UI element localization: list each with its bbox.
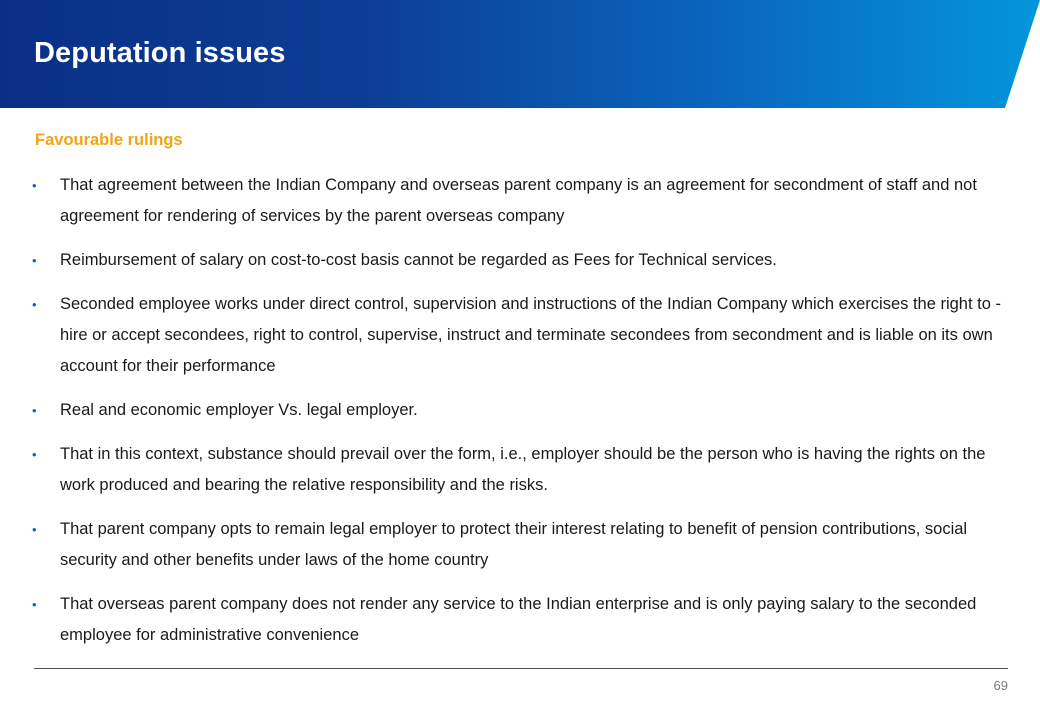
bullet-list bbox=[0, 170, 1040, 664]
bullet-dot-icon: • bbox=[32, 522, 37, 537]
slide-title: Deputation issues bbox=[34, 37, 286, 69]
bullet-item bbox=[0, 170, 1040, 232]
bullet-item bbox=[0, 439, 1040, 501]
bullet-item bbox=[0, 245, 1040, 276]
page-number: 69 bbox=[993, 678, 1008, 693]
bullet-item bbox=[0, 514, 1040, 576]
bullet-dot-icon: • bbox=[32, 403, 37, 418]
bullet-dot-icon: • bbox=[32, 447, 37, 462]
bullet-item bbox=[0, 289, 1040, 382]
bullet-dot-icon: • bbox=[32, 597, 37, 612]
section-subheading: Favourable rulings bbox=[35, 131, 183, 149]
footer-divider bbox=[34, 668, 1008, 669]
bullet-dot-icon: • bbox=[32, 253, 37, 268]
bullet-dot-icon: • bbox=[32, 178, 37, 193]
bullet-text: Real and economic employer Vs. legal employer. bbox=[60, 401, 418, 419]
bullet-item bbox=[0, 395, 1040, 426]
bullet-text: That overseas parent company does not render any service to the Indian enterprise and is only paying salary to the seconded employee for administrative convenience bbox=[60, 595, 977, 644]
bullet-dot-icon: • bbox=[32, 297, 37, 312]
bullet-text: Seconded employee works under direct control, supervision and instructions of the Indian Company which exercises the right to - hire or accept secondees, right to control, supervise, instruct and terminate secondees from secondment and is liable on its own account for their performance bbox=[60, 295, 1001, 375]
bullet-text: That in this context, substance should prevail over the form, i.e., employer should be the person who is having the rights on the work produced and bearing the relative responsibility and the risks. bbox=[60, 445, 986, 494]
bullet-item bbox=[0, 589, 1040, 651]
bullet-text: That parent company opts to remain legal employer to protect their interest relating to benefit of pension contributions, social security and other benefits under laws of the home country bbox=[60, 520, 968, 569]
bullet-text: That agreement between the Indian Company and overseas parent company is an agreement for secondment of staff and not agreement for rendering of services by the parent overseas company bbox=[60, 176, 977, 225]
bullet-text: Reimbursement of salary on cost-to-cost basis cannot be regarded as Fees for Technical services. bbox=[60, 251, 777, 269]
